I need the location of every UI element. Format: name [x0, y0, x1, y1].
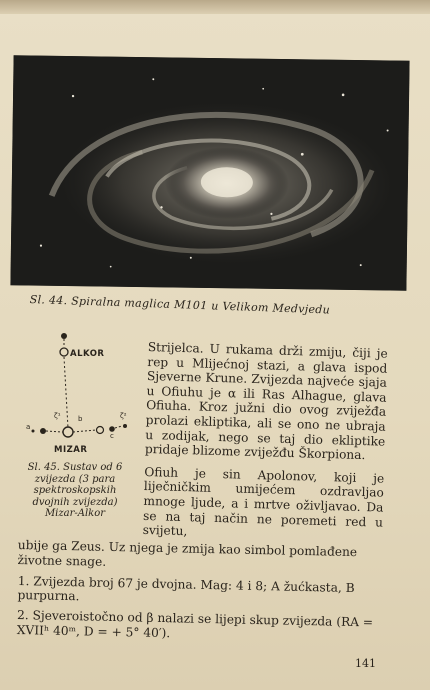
diagram-caption: [14, 462, 136, 520]
star-system-sketch: [10, 330, 140, 458]
far-right-dot: [123, 424, 127, 428]
caption-line-5: Mizar-Alkor: [44, 508, 106, 519]
paragraph-ophiuchus-myth: Ofiuh je sin Apolonov, koji je liječničkim umijećem ozdravljao mnoge ljude, a i mrtve oživljavao. Da se na taj način ne poremeti red u svijetu,: [142, 464, 385, 539]
zeta-1-symbol: ζ¹: [54, 412, 61, 420]
top-star-dot: [61, 333, 67, 339]
caption-line-3: spektroskopskih: [33, 485, 117, 496]
right-star-dot: [109, 426, 115, 432]
caption-line-4: dvojnih zvijezda): [32, 496, 118, 508]
galaxy-photo: [10, 55, 409, 291]
note-2: 2. Sjeveroistočno od β nalazi se lijepi skup zvijezda (RA = XVIIʰ 40ᵐ, D = + 5° 40′).: [16, 608, 374, 640]
note-1: 1. Zvijezda broj 67 je dvojna. Mag: 4 i 8; A žućkasta, B purpurna.: [17, 574, 355, 604]
caption-line-1: Sl. 45. Sustav od 6: [27, 462, 123, 473]
left-star-dot: [40, 428, 46, 434]
page-top-edge: [0, 0, 430, 14]
spiral-galaxy-image: [10, 55, 409, 291]
mizar-label: MIZAR: [54, 445, 88, 455]
right-star: [97, 427, 104, 434]
paragraph-continuation: ubije ga Zeus. Uz njega je zmija kao simbol pomlađene životne snage.: [17, 538, 358, 569]
zeta-2-symbol: ζ²: [120, 412, 127, 420]
paragraph-ophiuchus-description: Strijelca. U rukama drži zmiju, čiji je rep u Mlijećnoj stazi, a glava ispod Sjeverne Krune. Zvijezda najveće sjaja u Ofiuhu je α ili Ras Alhague, glava Ofiuha. Kroz južni dio ovog zviježđa prolazi ekliptika, ali se ono ne ubraja u zodijak, nego se taj dio ekliptike pridaje blizome zviježđu Škorpiona.: [144, 340, 388, 463]
symbol-a: a: [26, 423, 31, 431]
footnotes: [17, 574, 394, 651]
main-text-column: [142, 340, 387, 544]
mizar-alkor-diagram: [10, 330, 140, 458]
mizar-star: [63, 427, 73, 437]
page-number: 141: [355, 657, 376, 670]
symbol-c: c: [110, 432, 114, 440]
caption-line-2: zvijezda (3 para: [34, 473, 116, 485]
alkor-star: [60, 348, 68, 356]
left-small-dot: [32, 430, 35, 433]
photo-caption: Sl. 44. Spiralna maglica M101 u Velikom Medvjedu: [29, 293, 331, 317]
alkor-label: ALKOR: [70, 349, 105, 359]
symbol-b: b: [78, 415, 83, 423]
